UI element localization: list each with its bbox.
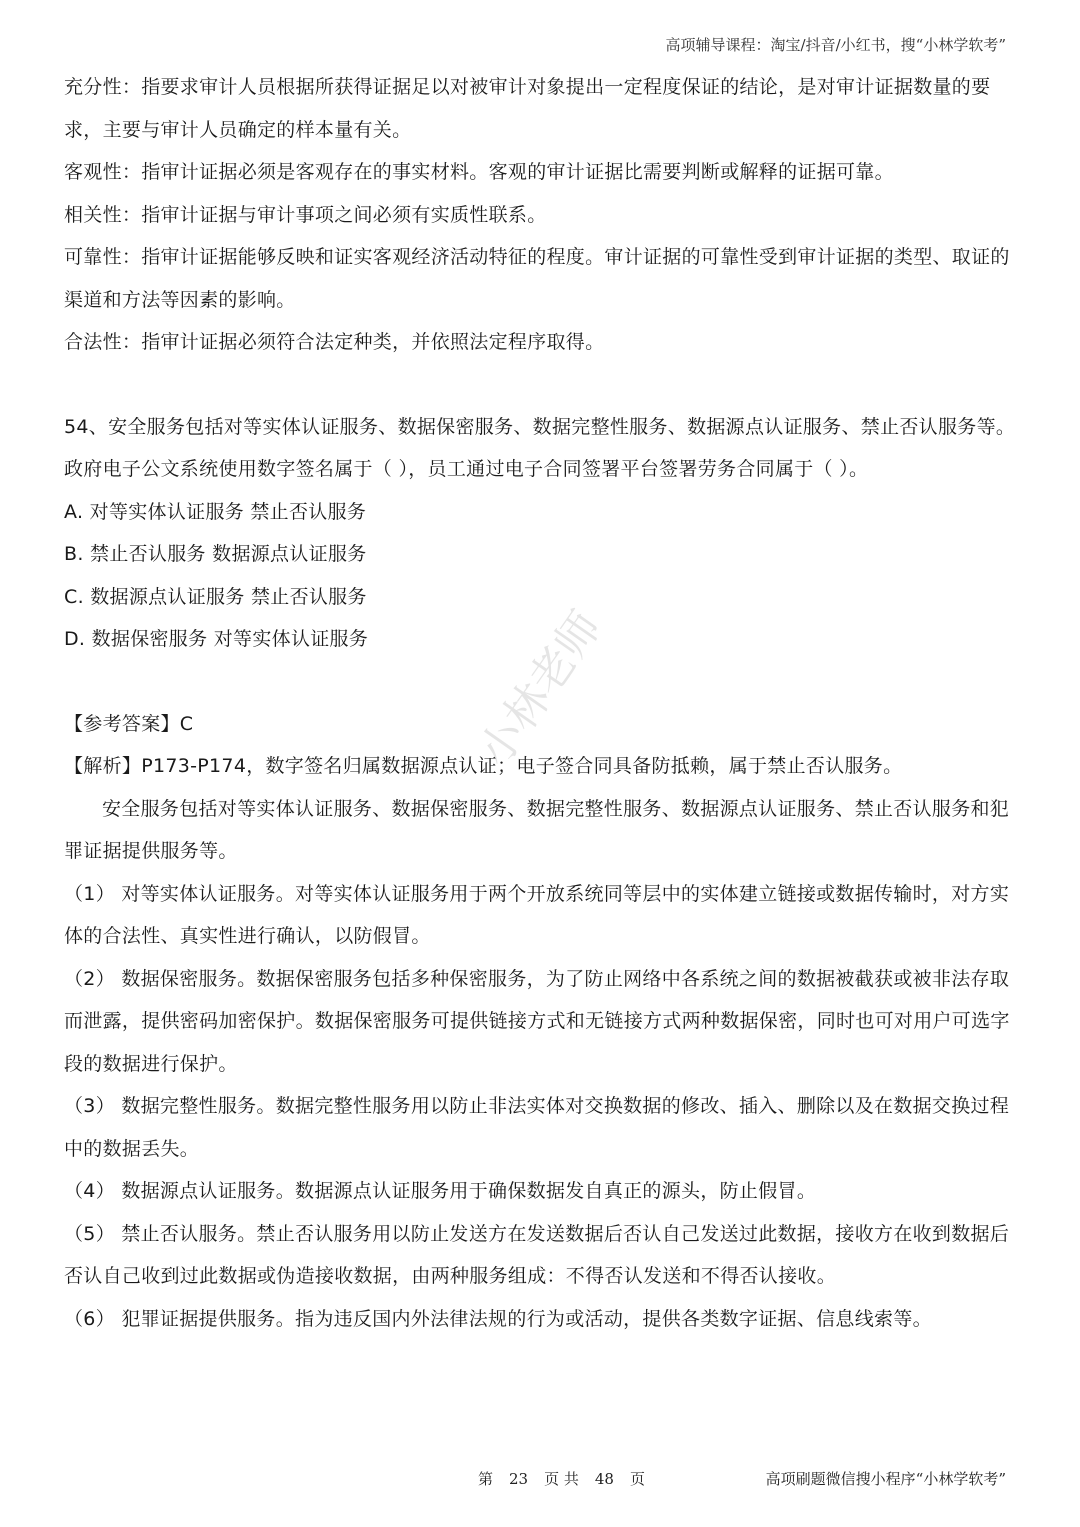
- criterion-objectivity: 客观性：指审计证据必须是客观存在的事实材料。客观的审计证据比需要判断或解释的证据可靠。: [64, 161, 894, 183]
- answer-label: 【参考答案】C: [64, 712, 194, 735]
- answer-analysis: 【解析】P173-P174，数字签名归属数据源点认证；电子签合同具备防抵赖，属于禁止否认服务。: [64, 755, 903, 777]
- option-c: C. 数据源点认证服务 禁止否认服务: [64, 585, 367, 608]
- page-number: [470, 1468, 653, 1489]
- analysis-item-3: （3） 数据完整性服务。数据完整性服务用以防止非法实体对交换数据的修改、插入、删除以及在数据交换过程中的数据丢失。: [64, 1095, 1010, 1160]
- analysis-intro: 安全服务包括对等实体认证服务、数据保密服务、数据完整性服务、数据源点认证服务、禁止否认服务和犯罪证据提供服务等。: [64, 797, 1010, 862]
- criterion-sufficiency: 充分性：指要求审计人员根据所获得证据足以对被审计对象提出一定程度保证的结论，是对审计证据数量的要求，主要与审计人员确定的样本量有关。: [64, 76, 991, 141]
- page-suffix: 页: [629, 1470, 645, 1488]
- analysis-item-6: （6） 犯罪证据提供服务。指为违反国内外法律法规的行为或活动，提供各类数字证据、信息线索等。: [64, 1307, 932, 1330]
- option-b: B. 禁止否认服务 数据源点认证服务: [64, 543, 367, 565]
- page-current: 23: [509, 1470, 529, 1488]
- page-prefix: 第: [478, 1470, 494, 1488]
- spacer: [64, 364, 1019, 406]
- page-mid: 页 共: [544, 1470, 579, 1488]
- option-d: D. 数据保密服务 对等实体认证服务: [64, 628, 369, 650]
- criterion-reliability: 可靠性：指审计证据能够反映和证实客观经济活动特征的程度。审计证据的可靠性受到审计证据的类型、取证的渠道和方法等因素的影响。: [64, 246, 1010, 311]
- analysis-item-1: （1） 对等实体认证服务。对等实体认证服务用于两个开放系统同等层中的实体建立链接或数据传输时，对方实体的合法性、真实性进行确认，以防假冒。: [64, 882, 1010, 947]
- question-stem: 54、安全服务包括对等实体认证服务、数据保密服务、数据完整性服务、数据源点认证服务、禁止否认服务等。政府电子公文系统使用数字签名属于（ ），员工通过电子合同签署平台签署劳务合同属于（ ）。: [64, 415, 1016, 480]
- analysis-item-4: （4） 数据源点认证服务。数据源点认证服务用于确保数据发自真正的源头，防止假冒。: [64, 1180, 817, 1202]
- criterion-relevance: 相关性：指审计证据与审计事项之间必须有实质性联系。: [64, 203, 547, 226]
- document-body: [64, 66, 1019, 1340]
- header-note: 高项辅导课程：淘宝/抖音/小红书，搜“小林学软考”: [665, 36, 1006, 54]
- spacer: [64, 661, 1019, 703]
- analysis-item-2: （2） 数据保密服务。数据保密服务包括多种保密服务，为了防止网络中各系统之间的数据被截获或被非法存取而泄露，提供密码加密保护。数据保密服务可提供链接方式和无链接方式两种数据保密，同时也可对用户可选字段的数据进行保护。: [64, 967, 1010, 1075]
- watermark: 小林老师: [469, 602, 612, 776]
- footer-promo: 高项刷题微信搜小程序“小林学软考”: [765, 1470, 1006, 1488]
- page-total: 48: [594, 1470, 614, 1488]
- criterion-legality: 合法性：指审计证据必须符合法定种类，并依照法定程序取得。: [64, 331, 605, 353]
- analysis-item-5: （5） 禁止否认服务。禁止否认服务用以防止发送方在发送数据后否认自己发送过此数据，接收方在收到数据后否认自己收到过此数据或伪造接收数据，由两种服务组成：不得否认发送和不得否认接收。: [64, 1222, 1010, 1287]
- option-a: A. 对等实体认证服务 禁止否认服务: [64, 500, 367, 523]
